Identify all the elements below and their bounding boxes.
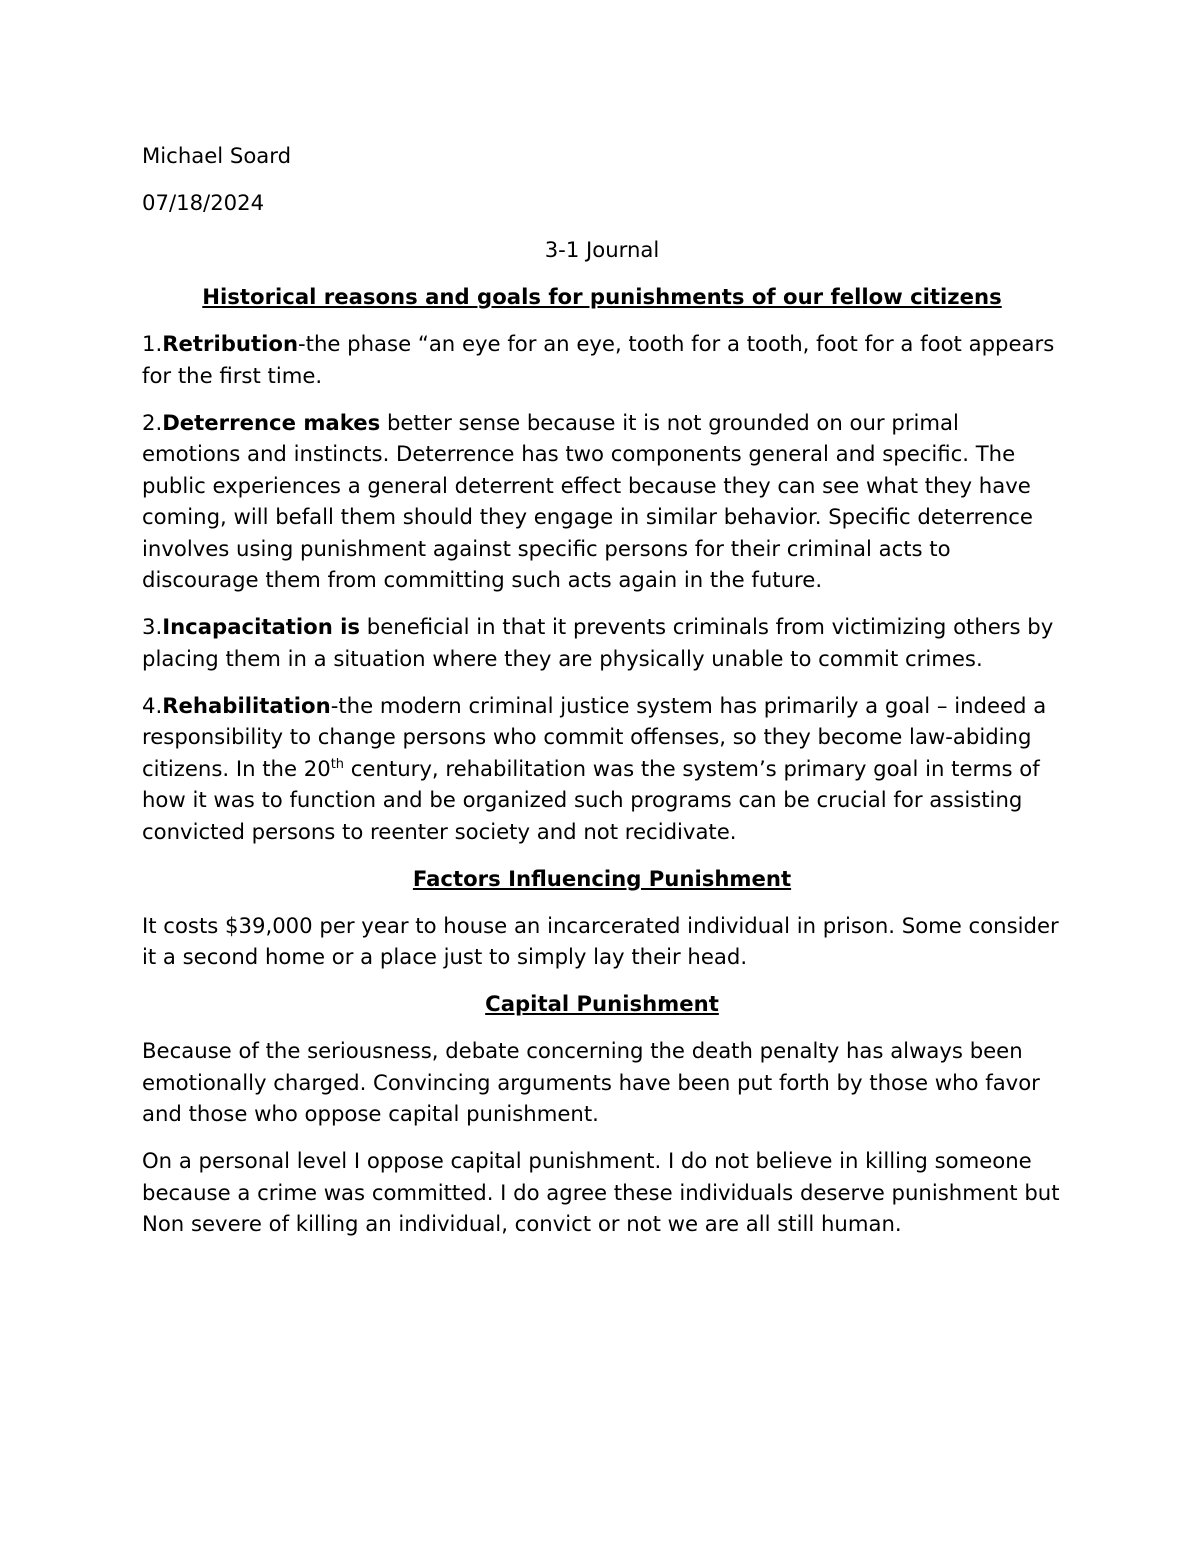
item-text: -the modern criminal justice system has primarily a goal – indeed a responsibility to change persons who commit offenses, so they become law-abiding citizens. In the 20 [142, 692, 1047, 781]
item-text: beneficial in that it prevents criminals from victimizing others by placing them in a situation where they are physically unable to commit crimes. [142, 614, 1054, 671]
item-term: Retribution [162, 331, 299, 356]
section-heading-capital: Capital Punishment [485, 991, 719, 1016]
document-date: 07/18/2024 [142, 190, 265, 215]
factors-paragraph: It costs $39,000 per year to house an incarcerated individual in prison. Some consider it a second home or a place just to simply lay their head. [142, 912, 1059, 969]
item-text-continued: century, rehabilitation was the system’s primary goal in terms of how it was to function and be organized such programs can be crucial for assisting convicted persons to reenter society and not recidivate. [142, 755, 1040, 844]
capital-paragraph-1: Because of the seriousness, debate concerning the death penalty has always been emotionally charged. Convincing arguments have been put forth by those who favor and those who oppose capital punishment. [142, 1038, 1040, 1126]
author-name: Michael Soard [142, 143, 292, 168]
list-item-rehabilitation [142, 690, 1062, 848]
item-text: better sense because it is not grounded on our primal emotions and instincts. Deterrence has two components general and specific. The public experiences a general deterrent effect because they can see what they have coming, will befall them should they engage in similar behavior. Specific deterrence involves using punishment against specific persons for their criminal acts to discourage them from committing such acts again in the future. [142, 409, 1033, 592]
item-number: 1. [142, 331, 163, 356]
list-item-incapacitation [142, 611, 1062, 674]
document-title: 3-1 Journal [544, 237, 660, 262]
item-number: 2. [142, 409, 163, 435]
item-term: Deterrence makes [162, 409, 381, 435]
item-number: 3. [142, 614, 163, 639]
section-heading-goals: Historical reasons and goals for punishments of our fellow citizens [202, 284, 1002, 309]
list-item-retribution [142, 328, 1062, 391]
item-number: 4. [142, 692, 163, 718]
ordinal-superscript: th [330, 756, 345, 772]
item-term: Incapacitation is [162, 614, 361, 639]
capital-paragraph-2: On a personal level I oppose capital punishment. I do not believe in killing someone because a crime was committed. I do agree these individuals deserve punishment but Non severe of killing an individual, convict or not we are all still human. [142, 1148, 1060, 1236]
item-text: -the phase “an eye for an eye, tooth for a tooth, foot for a foot appears for the first time. [142, 331, 1055, 388]
document-body [142, 140, 1062, 1255]
list-item-deterrence [142, 407, 1062, 596]
section-heading-factors: Factors Influencing Punishment [412, 865, 792, 891]
item-term: Rehabilitation [162, 692, 331, 718]
